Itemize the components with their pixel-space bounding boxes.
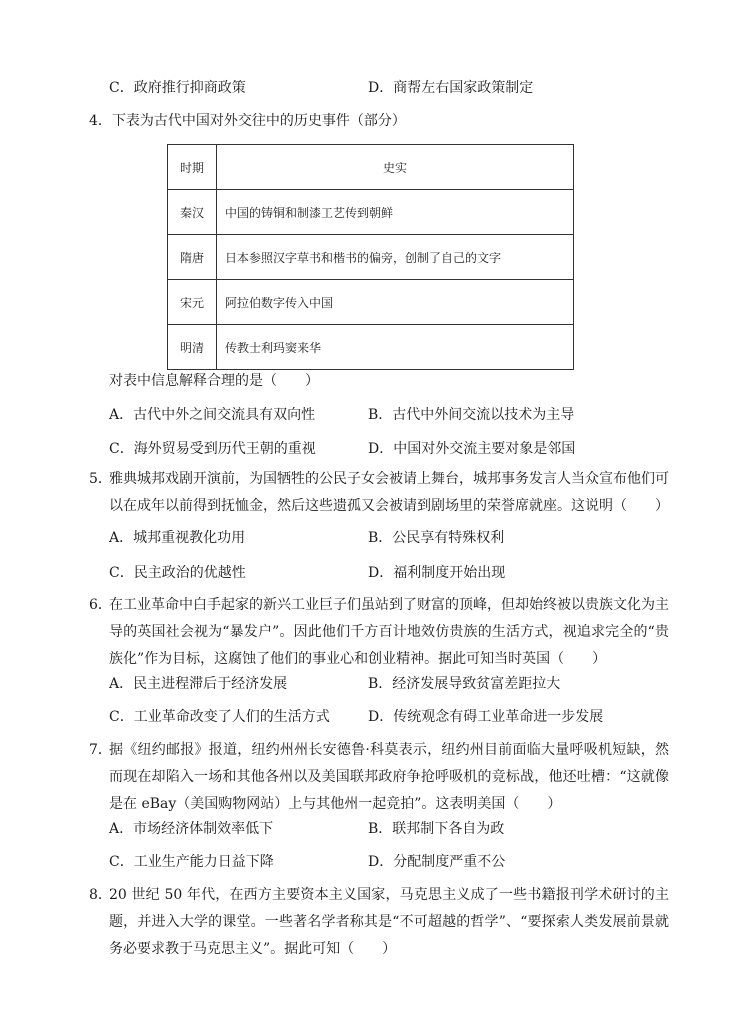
q6-option-a: A．民主进程滞后于经济发展 [109, 676, 288, 692]
q4-prompt: 对表中信息解释合理的是（ ） [109, 373, 319, 389]
q7-option-c: C．工业生产能力日益下降 [109, 854, 274, 870]
table-cell-fact: 阿拉伯数字传入中国 [217, 280, 574, 325]
question-5 [89, 466, 669, 514]
table-cell-period: 秦汉 [168, 190, 217, 235]
table-header-fact: 史实 [217, 145, 574, 190]
table-cell-period: 明清 [168, 325, 217, 370]
q7-option-a: A．市场经济体制效率低下 [109, 821, 274, 837]
q4-option-c: C．海外贸易受到历代王朝的重视 [109, 441, 316, 457]
table-row [168, 190, 574, 235]
table-cell-fact: 传教士利玛窦来华 [217, 325, 574, 370]
q5-option-c: C．民主政治的优越性 [109, 565, 246, 581]
q5-option-d: D．福利制度开始出现 [368, 565, 506, 581]
question-text: 据《纽约邮报》报道，纽约州州长安德鲁·科莫表示，纽约州目前面临大量呼吸机短缺，然而现在却陷入一场和其他各州以及美国联邦政府争抢呼吸机的竞标战，他还吐槽：“这就像是在 eBay（美国购物网站）上与其他州一起竞拍”。这表明美国（ ） [109, 742, 669, 812]
q4-option-d: D．中国对外交流主要对象是邻国 [368, 441, 576, 457]
q4-option-a: A．古代中外之间交流具有双向性 [109, 407, 316, 423]
question-number: 6． [89, 597, 112, 613]
table-cell-period: 隋唐 [168, 235, 217, 280]
question-text: 在工业革命中白手起家的新兴工业巨子们虽站到了财富的顶峰，但却始终被以贵族文化为主导的英国社会视为“暴发户”。因此他们千方百计地效仿贵族的生活方式，视追求完全的“贵族化”作为目标，这腐蚀了他们的事业心和创业精神。据此可知当时英国（ ） [109, 597, 669, 667]
table-cell-period: 宋元 [168, 280, 217, 325]
table-row [168, 280, 574, 325]
question-8 [89, 882, 669, 957]
table-cell-fact: 日本参照汉字草书和楷书的偏旁，创制了自己的文字 [217, 235, 574, 280]
table-header-period: 时期 [168, 145, 217, 190]
table-cell-fact: 中国的铸铜和制漆工艺传到朝鲜 [217, 190, 574, 235]
q5-option-b: B．公民享有特殊权利 [368, 530, 505, 546]
question-number: 5． [89, 471, 112, 487]
q6-option-b: B．经济发展导致贫富差距拉大 [368, 676, 561, 692]
table-header-row [168, 145, 574, 190]
q4-option-b: B．古代中外间交流以技术为主导 [368, 407, 575, 423]
q6-option-c: C．工业革命改变了人们的生活方式 [109, 709, 330, 725]
q4-stem: 4．下表为古代中国对外交往中的历史事件（部分） [89, 113, 406, 129]
q7-option-d: D．分配制度严重不公 [368, 854, 506, 870]
question-text: 雅典城邦戏剧开演前，为国牺牲的公民子女会被请上舞台，城邦事务发言人当众宣布他们可以在成年以前得到抚恤金，然后这些遗孤又会被请到剧场里的荣誉席就座。这说明（ ） [109, 471, 669, 514]
q3-option-d: D．商帮左右国家政策制定 [368, 80, 534, 96]
q6-option-d: D．传统观念有碍工业革命进一步发展 [368, 709, 604, 725]
question-7 [89, 737, 669, 812]
history-table [167, 144, 574, 370]
q5-option-a: A．城邦重视教化功用 [109, 530, 246, 546]
question-number: 8． [89, 887, 112, 903]
question-6 [89, 592, 669, 667]
q3-option-c: C．政府推行抑商政策 [109, 80, 246, 96]
table-row [168, 235, 574, 280]
q7-option-b: B．联邦制下各自为政 [368, 821, 505, 837]
question-number: 7． [89, 742, 112, 758]
table-row [168, 325, 574, 370]
question-text: 20 世纪 50 年代，在西方主要资本主义国家，马克思主义成了一些书籍报刊学术研讨的主题，并进入大学的课堂。一些著名学者称其是“不可超越的哲学”、“要探索人类发展前景就务必要求教于马克思主义”。据此可知（ ） [109, 887, 669, 957]
